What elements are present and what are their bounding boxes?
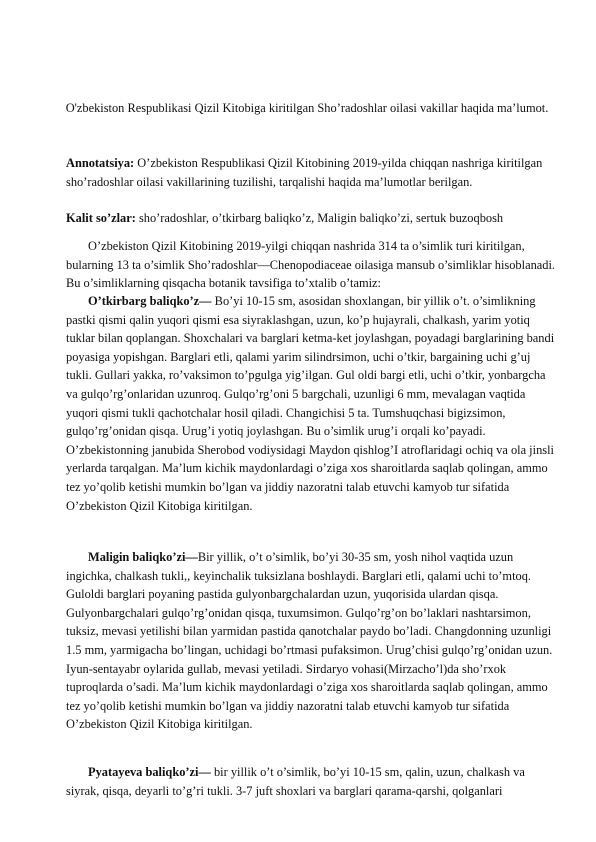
species-heading: Pyatayeva baliqko’zi—: [88, 765, 211, 779]
species-description: Bir yillik, o’t o’simlik, bo’yi 30-35 sm, yosh nihol vaqtida uzun ingichka, chalkash tukli,, keyinchalik tuksizlana boshlaydi. Barglari etli, qalami uchi to’mtoq. Guloldi barglari poyaning pastida gulyonbargchalardan uzun, yuqorisida ulardan qisqa. Gulyonbargchalari gulqo’rg’onidan qisqa, tuxumsimon. Gulqo’rg’on bo’laklari nashtarsimon, tuksiz, mevasi yetilishi bilan yarmidan pastida qanotchalar paydo bo’ladi. Changdonning uzunligi 1.5 mm, yarmigacha bo’lingan, uchidagi bo’rtmasi pufaksimon. Urug’chisi gulqo’rg’onidan uzun. Iyun-sentayabr oylarida gullab, mevasi yetiladi. Sirdaryo vohasi(Mirzacho’l)da sho’rxok tuproqlarda o’sadi. Ma’lum kichik maydonlardagi o’ziga xos sharoitlarda saqlab qolingan, ammo tez yo’qolib ketishi mumkin bo’lgan va jiddiy nazoratni talab etuvchi kamyob tur sifatida O’zbekiston Qizil Kitobiga kiritilgan.: [66, 550, 553, 732]
species-description: bir yillik o’t o’simlik, bo’yi 10-15 sm, qalin, uzun, chalkash va siyrak, qisqa, deyarli to’g’ri tukli. 3-7 juft shoxlari va barglari qarama-qarshi, qolganlari: [66, 765, 525, 798]
keywords-text: sho’radoshlar, o’tkirbarg baliqko’z, Maligin baliqko’zi, sertuk buzoqbosh: [135, 211, 504, 225]
annotation-label: Annotatsiya:: [66, 156, 135, 170]
keywords-paragraph: [66, 209, 556, 228]
species-heading: Maligin baliqko’zi—: [88, 550, 198, 564]
species-description: Bo’yi 10-15 sm, asosidan shoxlangan, bir yillik o’t. o’simlikning pastki qismi qalin yuqori qismi esa siyraklashgan, uzun, ko’p hujayrali, chalkash, yarim yotiq tuklar bilan qoplangan. Shoxchalari va barglari ketma-ket joylashgan, poyadagi barglarining bandi poyasiga yopishgan. Barglari etli, qalami yarim silindrsimon, uchi o’tkir, bargaining uchi g’uj tukli. Gullari yakka, ro’vaksimon to’pgulga yig’ilgan. Gul oldi bargi etli, uchi o’tkir, yonbargcha va gulqo’rg’onlaridan uzunroq. Gulqo’rg’oni 5 bargchali, uzunligi 6 mm, mevalagan vaqtida yuqori qismi tukli qachotchalar hosil qiladi. Changichisi 5 ta. Tumshuqchasi bigizsimon, gulqo’rg’onidan qisqa. Urug’i yotiq joylashgan. Bu o’simlik urug’i orqali ko’payadi. O’zbekistonning janubida Sherobod vodiysidagi Maydon qishlog’I atroflaridagi ochiq va ola jinsli yerlarda tarqalgan. Ma’lum kichik maydonlardagi o’ziga xos sharoitlarda saqlab qolingan, ammo tez yo’qolib ketishi mumkin bo’lgan va jiddiy nazoratni talab etuvchi kamyob tur sifatida O’zbekiston Qizil Kitobiga kiritilgan.: [66, 294, 555, 513]
species-paragraph: [66, 763, 556, 800]
species-paragraph: [66, 548, 556, 734]
annotation-paragraph: [66, 154, 556, 191]
keywords-label: Kalit so’zlar:: [66, 211, 136, 225]
species-paragraph: [66, 292, 556, 515]
document-title: O'zbekiston Respublikasi Qizil Kitobiga kiritilgan Sho’radoshlar oilasi vakillar haqida ma’lumot.: [65, 101, 549, 115]
annotation-text: O’zbekiston Respublikasi Qizil Kitobining 2019-yilda chiqqan nashriga kiritilgan sho’radoshlar oilasi vakillarining tuzilishi, tarqalishi haqida ma’lumotlar berilgan.: [66, 156, 543, 189]
species-heading: O’tkirbarg baliqko’z—: [88, 294, 212, 308]
intro-paragraph: O’zbekiston Qizil Kitobining 2019-yilgi chiqqan nashrida 314 ta o’simlik turi kiritilgan, bularning 13 ta o’simlik Sho’radoshlar—Chenopodiaceae oilasiga mansub o’simliklar hisoblanadi. Bu o’simliklarning qisqacha botanik tavsifiga to’xtalib o’tamiz:: [66, 239, 555, 291]
